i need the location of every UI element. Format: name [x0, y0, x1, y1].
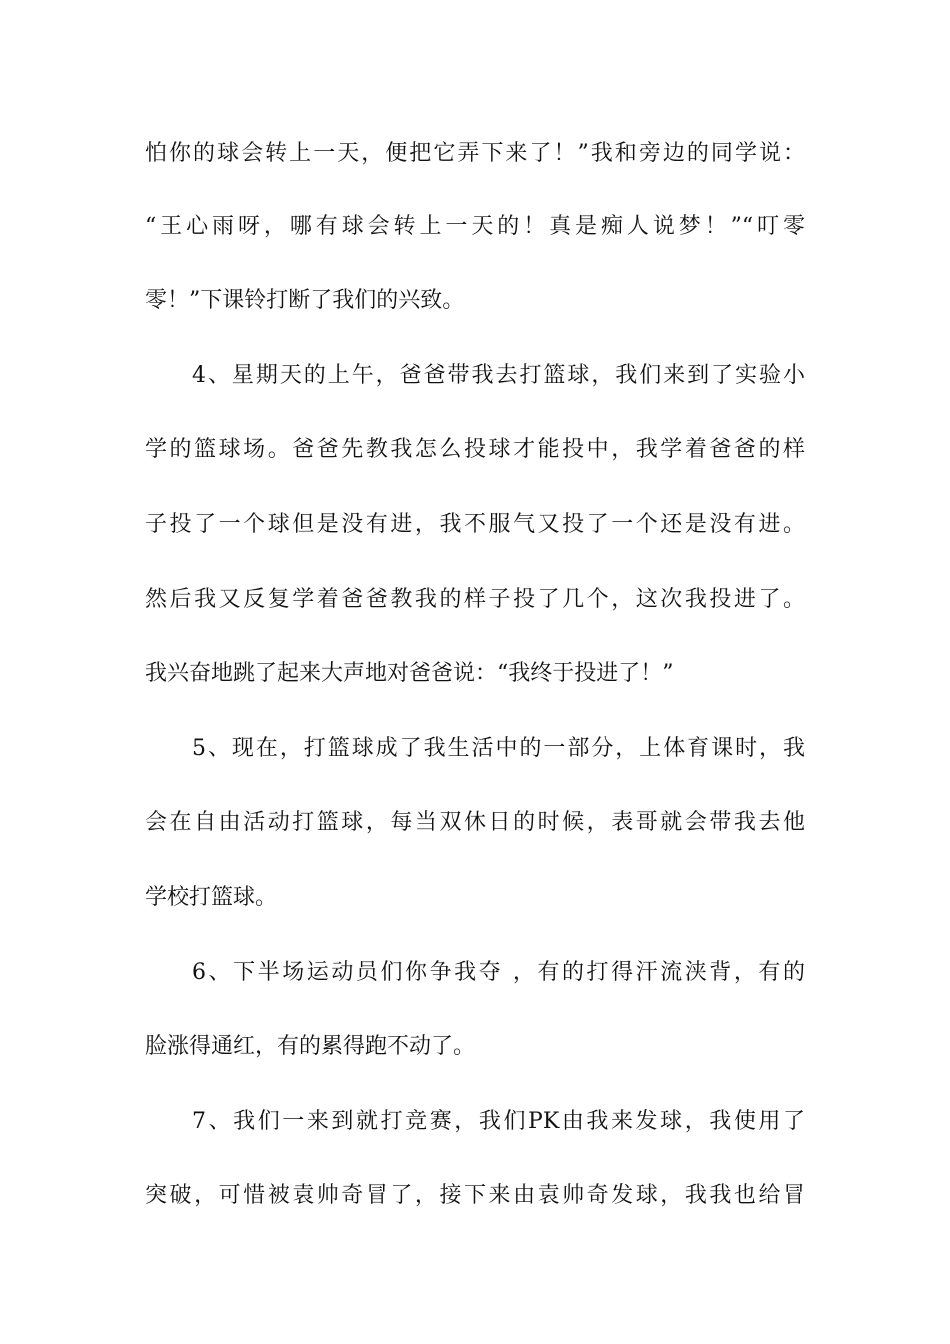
- paragraph-line: 我兴奋地跳了起来大声地对爸爸说：“我终于投进了！”: [145, 661, 674, 686]
- paragraph-line: 4、星期天的上午，爸爸带我去打篮球，我们来到了实验小: [192, 363, 805, 388]
- paragraph-line: 零！”下课铃打断了我们的兴致。: [145, 288, 465, 313]
- paragraph-line: 7、我们一来到就打竞赛，我们PK由我来发球，我使用了: [192, 1109, 805, 1134]
- paragraph-line: 然后我又反复学着爸爸教我的样子投了几个，这次我投进了。: [145, 587, 805, 612]
- paragraph-line: 突破，可惜被袁帅奇冒了，接下来由袁帅奇发球，我我也给冒: [145, 1183, 805, 1208]
- paragraph-line: 脸涨得通红，有的累得跑不动了。: [145, 1034, 476, 1059]
- paragraph-line: 怕你的球会转上一天，便把它弄下来了！”我和旁边的同学说：: [145, 141, 805, 166]
- paragraph-line: 5、现在，打篮球成了我生活中的一部分，上体育课时，我: [192, 736, 805, 761]
- paragraph-line: “王心雨呀，哪有球会转上一天的！真是痴人说梦！”“叮零: [145, 214, 805, 239]
- paragraph-line: 6、下半场运动员们你争我夺 ，有的打得汗流浃背，有的: [192, 960, 805, 985]
- paragraph-line: 会在自由活动打篮球，每当双休日的时候，表哥就会带我去他: [145, 810, 805, 835]
- paragraph-line: 学的篮球场。爸爸先教我怎么投球才能投中，我学着爸爸的样: [145, 437, 805, 462]
- paragraph-line: 子投了一个球但是没有进，我不服气又投了一个还是没有进。: [145, 512, 805, 537]
- paragraph-line: 学校打篮球。: [145, 885, 278, 910]
